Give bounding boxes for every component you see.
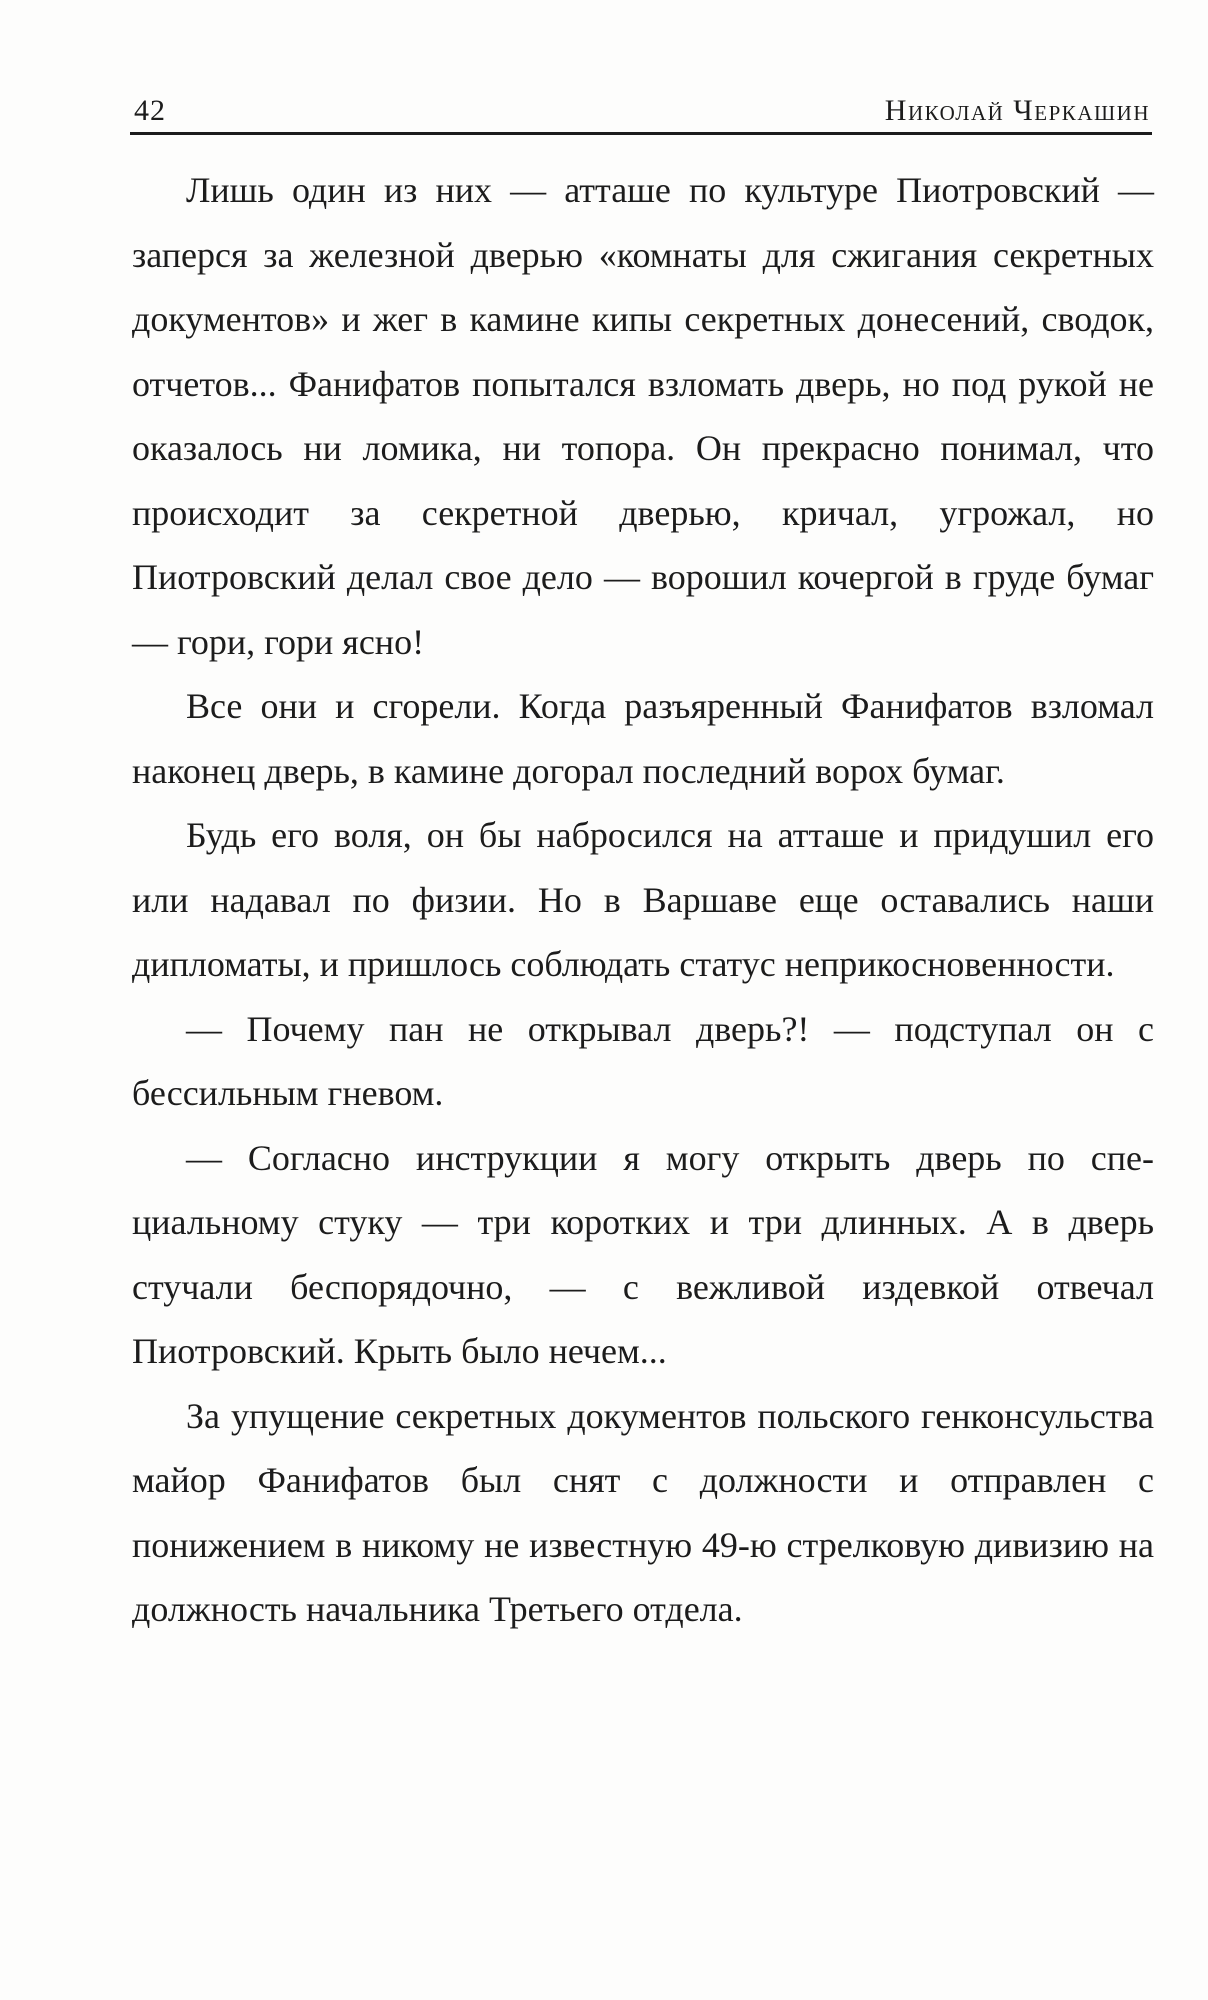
body-text <box>132 158 1154 1642</box>
paragraph-2: Все они и сгорели. Когда разъяренный Фанифатов взломал наконец дверь, в камине догорал последний ворох бумаг. <box>132 686 1154 791</box>
paragraph-6: За упущение секретных документов польского генконсульства майор Фанифатов был снят с должности и отправлен с понижением в никому не известную 49-ю стрелковую дивизию на должность начальника Третьего отдела. <box>132 1395 1154 1629</box>
running-title: Николай Черкашин <box>884 94 1150 127</box>
paragraph-5: — Согласно инструкции я могу открыть дверь по специальному стуку — три коротких и три длинных. А в дверь стучали беспорядочно, — с вежливой издевкой отвечал Пиотровский. Крыть было нечем... <box>132 1137 1154 1371</box>
paragraph-1: Лишь один из них — атташе по культуре Пиотровский — заперся за железной дверью «комнаты для сжигания секретных документов» и жег в камине кипы секретных донесений, сводок, отчетов... Фанифатов попытался взломать дверь, но под рукой не оказалось ни ломика, ни топора. Он прекрасно понимал, что происходит за секретной дверью, кричал, угрожал, но Пиотровский делал свое дело — ворошил кочергой в груде бумаг — гори, гори ясно! <box>132 170 1154 662</box>
paragraph-4: — Почему пан не открывал дверь?! — подступал он с бессильным гневом. <box>132 1008 1154 1113</box>
running-header <box>130 86 1152 135</box>
page-number: 42 <box>134 94 166 127</box>
paragraph-3: Будь его воля, он бы набросился на атташе и придушил его или надавал по физии. Но в Варшаве еще оставались наши дипломаты, и пришлось соблюдать статус неприкосновенности. <box>132 815 1154 984</box>
